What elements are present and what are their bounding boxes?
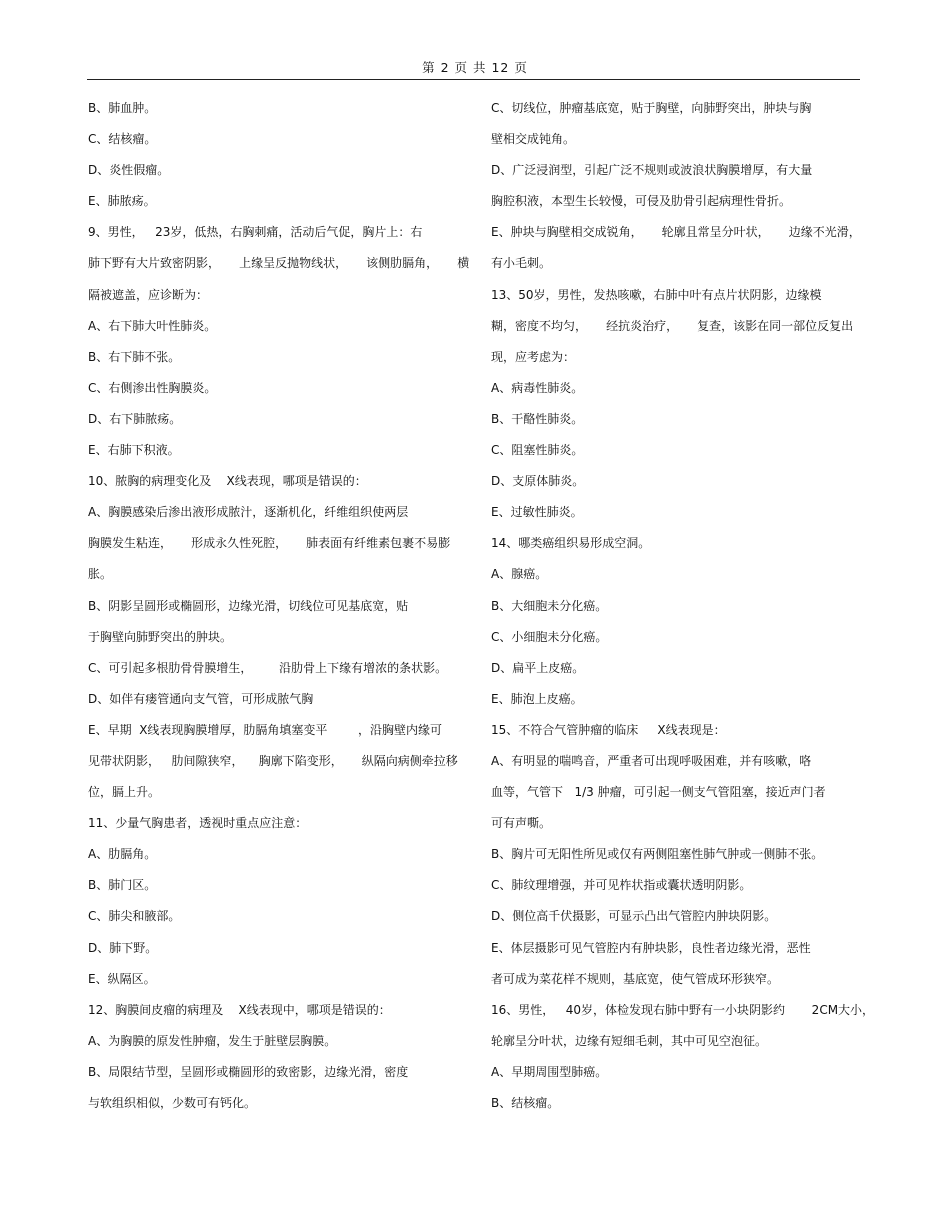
text-line: A、胸膜感染后渗出液形成脓汁，逐渐机化，纤维组织使两层 [88,505,409,520]
text-line: A、肋膈角。 [88,847,157,862]
text-line: B、大细胞未分化癌。 [491,598,608,613]
text-line: 15、不符合气管肿瘤的临床 X线表现是： [491,722,726,737]
text-line: 13、50岁，男性，发热咳嗽，右肺中叶有点片状阴影，边缘模 [491,287,822,302]
right-column [491,98,875,1124]
header-divider [87,79,860,80]
text-line: 胸腔积液，本型生长较慢，可侵及肋骨引起病理性骨折。 [491,194,792,209]
text-line: 与软组织相似，少数可有钙化。 [88,1096,257,1110]
text-line: 见带状阴影， 肋间隙狭窄， 胸廓下陷变形， 纵隔向病侧牵拉移 [88,753,458,768]
text-line: E、过敏性肺炎。 [491,505,583,520]
text-line: B、肺门区。 [88,878,157,893]
text-line: 血等，气管下 1/3 肿瘤，可引起一侧支气管阻塞，接近声门者 [491,785,826,800]
text-line: C、小细胞未分化癌。 [491,629,608,644]
text-line: 9、男性， 23岁，低热，右胸刺痛，活动后气促，胸片上：右 [88,225,423,240]
text-line: 11、少量气胸患者，透视时重点应注意： [88,816,308,831]
text-line: A、有明显的喘鸣音，严重者可出现呼吸困难，并有咳嗽，咯 [491,753,812,768]
text-line: C、阻塞性肺炎。 [491,443,584,458]
text-line: 隔被遮盖，应诊断为： [88,287,209,302]
text-line: 胸膜发生粘连， 形成永久性死腔， 肺表面有纤维素包裹不易膨 [88,536,451,551]
text-line: A、腺癌。 [491,567,548,582]
text-line: 16、男性， 40岁，体检发现右肺中野有一小块阴影约 2CM大小， [491,1002,875,1017]
text-line: E、肺脓疡。 [88,194,156,209]
text-line: E、早期 X线表现胸膜增厚，肋膈角填塞变平 ，沿胸壁内缘可 [88,722,442,737]
text-line: D、侧位高千伏摄影，可显示凸出气管腔内肿块阴影。 [491,909,777,924]
text-line: 肺下野有大片致密阴影， 上缘呈反抛物线状， 该侧肋膈角， 横 [88,256,470,271]
text-line: D、炎性假瘤。 [88,163,170,178]
text-line: 轮廓呈分叶状，边缘有短细毛刺，其中可见空泡征。 [491,1033,768,1048]
text-line: B、局限结节型，呈圆形或椭圆形的致密影，边缘光滑，密度 [88,1064,409,1079]
page-header: 第 2 页 共 12 页 [422,60,528,75]
text-line: A、病毒性肺炎。 [491,380,584,395]
text-line: E、纵隔区。 [88,971,156,986]
text-line: E、右肺下积液。 [88,443,180,458]
text-line: C、右侧渗出性胸膜炎。 [88,380,217,395]
text-line: B、肺血肿。 [88,101,157,115]
text-line: D、扁平上皮癌。 [491,660,585,675]
text-line: B、结核瘤。 [491,1096,560,1110]
text-line: A、早期周围型肺癌。 [491,1064,608,1079]
text-line: D、如伴有瘘管通向支气管，可形成脓气胸 [88,691,314,706]
text-line: B、右下肺不张。 [88,349,181,364]
text-line: 有小毛刺。 [491,256,552,271]
text-line: E、肿块与胸壁相交成锐角， 轮廓且常呈分叶状， 边缘不光滑， [491,225,861,240]
text-line: A、右下肺大叶性肺炎。 [88,318,217,333]
text-line: 可有声嘶。 [491,816,552,831]
text-line: E、体层摄影可见气管腔内有肿块影，良性者边缘光滑，恶性 [491,940,811,955]
text-line: C、肺纹理增强，并可见柞状指或囊状透明阴影。 [491,878,752,893]
text-line: 于胸壁向肺野突出的肿块。 [88,629,233,644]
text-line: 壁相交成钝角。 [491,132,576,147]
text-line: E、肺泡上皮癌。 [491,691,583,706]
text-line: C、可引起多根肋骨骨膜增生， 沿肋骨上下缘有增浓的条状影。 [88,660,448,675]
text-line: A、为胸膜的原发性肿瘤，发生于脏壁层胸膜。 [88,1033,337,1048]
text-line: 者可成为菜花样不规则，基底宽，使气管成环形狭窄。 [491,971,780,986]
text-line: B、干酪性肺炎。 [491,411,584,426]
text-line: 现，应考虑为： [491,349,576,364]
text-line: B、胸片可无阳性所见或仅有两侧阻塞性肺气肿或一侧肺不张。 [491,847,824,862]
text-line: B、阴影呈圆形或椭圆形，边缘光滑，切线位可见基底宽，贴 [88,598,409,613]
text-line: D、支原体肺炎。 [491,474,585,489]
text-line: 14、哪类癌组织易形成空洞。 [491,536,651,551]
text-line: D、右下肺脓疡。 [88,411,182,426]
text-line: 10、脓胸的病理变化及 X线表现，哪项是错误的： [88,474,367,489]
text-line: D、肺下野。 [88,940,158,955]
text-line: 胀。 [88,567,113,582]
left-column [88,98,470,1124]
text-line: 位，膈上升。 [88,785,161,800]
text-line: C、结核瘤。 [88,132,157,147]
text-line: C、肺尖和腋部。 [88,909,181,924]
text-line: 糊，密度不均匀， 经抗炎治疗， 复查，该影在同一部位反复出 [491,318,854,333]
text-line: 12、胸膜间皮瘤的病理及 X线表现中，哪项是错误的： [88,1002,391,1017]
text-line: D、广泛浸润型，引起广泛不规则或波浪状胸膜增厚，有大量 [491,163,813,178]
text-line: C、切线位，肿瘤基底宽，贴于胸壁，向肺野突出，肿块与胸 [491,101,812,115]
